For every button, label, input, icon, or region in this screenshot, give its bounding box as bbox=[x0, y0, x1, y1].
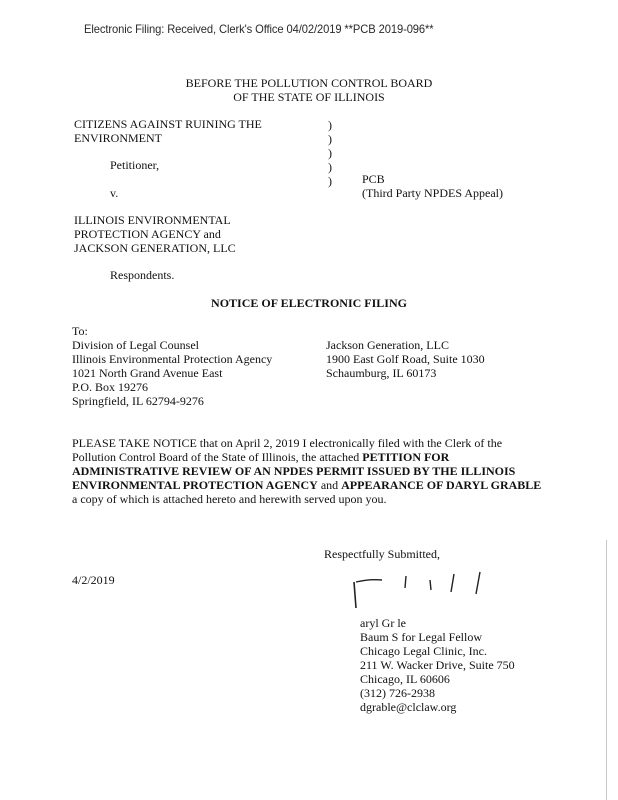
case-type: (Third Party NPDES Appeal) bbox=[362, 186, 503, 200]
notice-title: NOTICE OF ELECTRONIC FILING bbox=[211, 296, 407, 310]
respondent-names: ILLINOIS ENVIRONMENTAL PROTECTION AGENCY and JACKSON GENERATION, LLC bbox=[74, 213, 236, 255]
versus: v. bbox=[110, 186, 119, 200]
notice-paragraph bbox=[72, 436, 542, 506]
petitioner-name: CITIZENS AGAINST RUINING THE ENVIRONMENT bbox=[74, 117, 262, 145]
court-name: BEFORE THE POLLUTION CONTROL BOARD bbox=[185, 76, 433, 90]
caption-parens: ) ) ) ) ) bbox=[328, 118, 332, 188]
recipient-left: Division of Legal Counsel Illinois Environmental Protection Agency 1021 North Grand Avenue East P.O. Box 19276 Springfield, IL 62794-9276 bbox=[72, 338, 273, 408]
filing-stamp: Electronic Filing: Received, Clerk's Office 04/02/2019 **PCB 2019-096** bbox=[84, 22, 434, 36]
body-text-3: a copy of which is attached hereto and herewith served upon you. bbox=[72, 492, 387, 506]
body-text-1: PLEASE TAKE NOTICE that on April 2, 2019 I electronically filed with the Clerk of the Pollution Control Board of the State of Illinois, the attached bbox=[72, 436, 503, 464]
recipient-right: Jackson Generation, LLC 1900 East Golf Road, Suite 1030 Schaumburg, IL 60173 bbox=[326, 338, 485, 380]
signature-image bbox=[348, 568, 498, 618]
page-edge-line bbox=[606, 540, 607, 800]
case-label: PCB bbox=[362, 172, 385, 186]
body-bold-petition: PETITION FOR ADMINISTRATIVE REVIEW OF AN NPDES PERMIT ISSUED BY THE ILLINOIS ENVIRONMENTAL PROTECTION AGENCY bbox=[72, 450, 516, 492]
date: 4/2/2019 bbox=[72, 573, 115, 587]
court-state: OF THE STATE OF ILLINOIS bbox=[233, 90, 385, 104]
to-label: To: bbox=[72, 324, 88, 338]
petitioner-role: Petitioner, bbox=[110, 158, 160, 172]
body-text-2: and bbox=[317, 478, 342, 492]
signature-block: aryl Gr le Baum S for Legal Fellow Chicago Legal Clinic, Inc. 211 W. Wacker Drive, Suite 750 Chicago, IL 60606 (312) 726-2938 dgrable@clclaw.org bbox=[360, 616, 515, 714]
closing: Respectfully Submitted, bbox=[324, 547, 440, 561]
body-bold-appearance: APPEARANCE OF DARYL GRABLE bbox=[341, 478, 542, 492]
respondent-role: Respondents. bbox=[110, 268, 175, 282]
